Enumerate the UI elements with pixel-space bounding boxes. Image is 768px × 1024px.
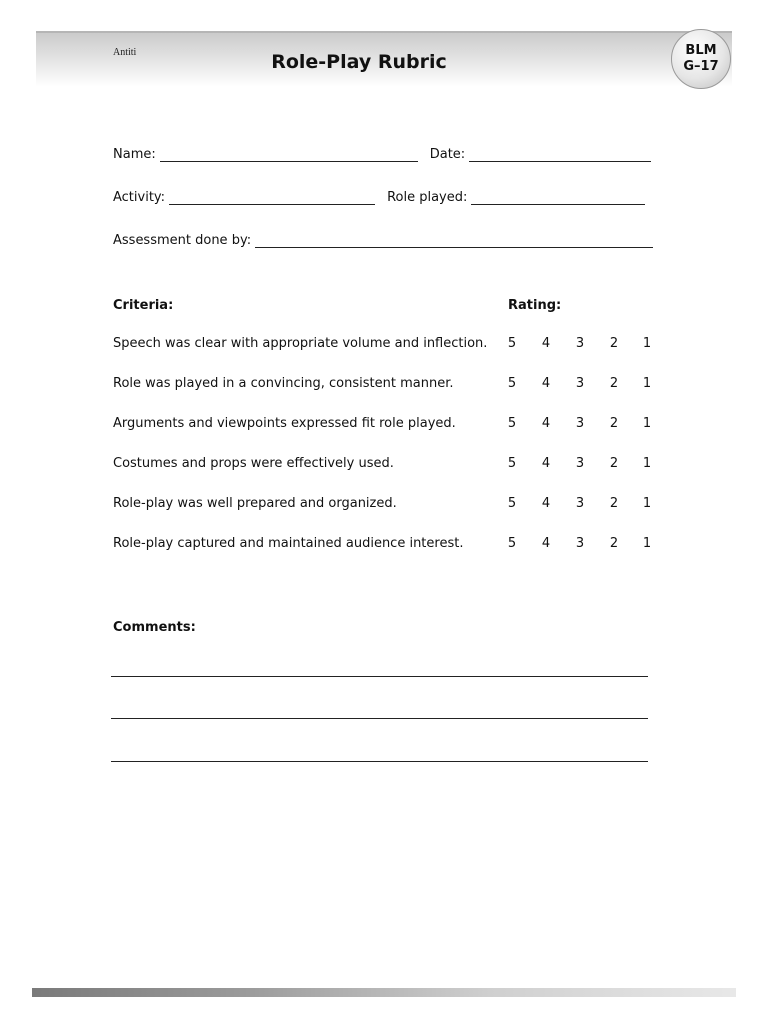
badge-line-2: G–17 (683, 59, 719, 74)
activity-field[interactable] (169, 190, 375, 205)
activity-label: Activity: (113, 190, 166, 205)
criterion-row (0, 336, 768, 356)
rating-option[interactable]: 3 (575, 496, 585, 511)
rating-option[interactable]: 1 (642, 376, 652, 391)
rating-option[interactable]: 5 (507, 496, 517, 511)
criterion-text: Speech was clear with appropriate volume and inflection. (113, 336, 488, 351)
comment-line[interactable] (111, 761, 648, 762)
rating-option[interactable]: 4 (541, 376, 551, 391)
badge-line-1: BLM (685, 43, 717, 58)
criterion-text: Role-play captured and maintained audience interest. (113, 536, 464, 551)
comment-line[interactable] (111, 718, 648, 719)
rating-option[interactable]: 1 (642, 416, 652, 431)
activity-role-row (113, 190, 645, 205)
rating-option[interactable]: 5 (507, 376, 517, 391)
rating-option[interactable]: 2 (609, 496, 619, 511)
assessor-row (113, 233, 653, 248)
rating-option[interactable]: 2 (609, 456, 619, 471)
assessor-label: Assessment done by: (113, 233, 252, 248)
header-divider (36, 31, 732, 33)
criterion-row (0, 456, 768, 476)
comment-line[interactable] (111, 676, 648, 677)
page-title: Role-Play Rubric (271, 51, 447, 73)
criteria-heading: Criteria: (113, 298, 174, 313)
criterion-row (0, 416, 768, 436)
rating-option[interactable]: 3 (575, 536, 585, 551)
criterion-text: Arguments and viewpoints expressed fit role played. (113, 416, 456, 431)
criterion-row (0, 536, 768, 556)
criterion-row (0, 376, 768, 396)
rating-option[interactable]: 4 (541, 336, 551, 351)
rating-option[interactable]: 3 (575, 376, 585, 391)
rating-option[interactable]: 4 (541, 456, 551, 471)
rating-option[interactable]: 1 (642, 496, 652, 511)
rating-option[interactable]: 3 (575, 456, 585, 471)
header-small-label: Antiti (113, 47, 137, 58)
assessor-field[interactable] (255, 233, 653, 248)
rating-option[interactable]: 1 (642, 536, 652, 551)
criterion-text: Costumes and props were effectively used. (113, 456, 394, 471)
name-label: Name: (113, 147, 156, 162)
rating-option[interactable]: 4 (541, 496, 551, 511)
rating-option[interactable]: 5 (507, 456, 517, 471)
role-played-field[interactable] (471, 190, 645, 205)
rating-option[interactable]: 2 (609, 376, 619, 391)
rating-option[interactable]: 2 (609, 536, 619, 551)
footer-bar (32, 988, 736, 997)
rating-option[interactable]: 5 (507, 336, 517, 351)
comments-heading: Comments: (113, 620, 196, 635)
rating-option[interactable]: 2 (609, 416, 619, 431)
blm-badge (671, 29, 731, 89)
name-field[interactable] (160, 147, 418, 162)
rating-option[interactable]: 4 (541, 536, 551, 551)
rating-option[interactable]: 1 (642, 456, 652, 471)
rating-option[interactable]: 3 (575, 416, 585, 431)
criterion-row (0, 496, 768, 516)
date-label: Date: (429, 147, 466, 162)
criterion-text: Role-play was well prepared and organized. (113, 496, 397, 511)
rating-option[interactable]: 5 (507, 536, 517, 551)
rating-heading: Rating: (508, 298, 562, 313)
name-date-row (113, 147, 651, 162)
date-field[interactable] (469, 147, 651, 162)
rating-option[interactable]: 4 (541, 416, 551, 431)
rating-option[interactable]: 5 (507, 416, 517, 431)
rating-option[interactable]: 1 (642, 336, 652, 351)
rating-option[interactable]: 3 (575, 336, 585, 351)
criterion-text: Role was played in a convincing, consistent manner. (113, 376, 454, 391)
rating-option[interactable]: 2 (609, 336, 619, 351)
role-played-label: Role played: (387, 190, 468, 205)
